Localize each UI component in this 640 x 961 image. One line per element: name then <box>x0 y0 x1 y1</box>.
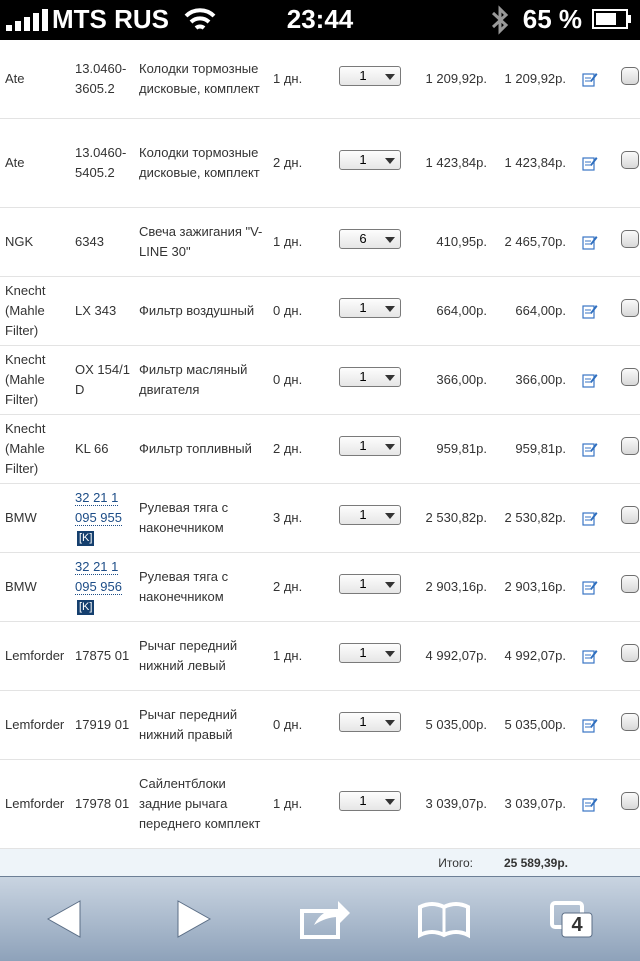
edit-note-icon[interactable] <box>582 796 598 812</box>
description-cell: Фильтр масляный двигателя <box>139 345 271 414</box>
chevron-down-icon <box>385 158 395 164</box>
select-cell <box>612 690 640 759</box>
price-cell: 959,81р. <box>411 414 491 483</box>
sum-cell: 2 903,16р. <box>491 552 568 621</box>
edit-note-icon[interactable] <box>582 510 598 526</box>
select-cell <box>612 207 640 276</box>
number-cell <box>75 414 139 483</box>
quantity-cell <box>339 40 411 118</box>
sum-cell: 664,00р. <box>491 276 568 345</box>
row-checkbox[interactable] <box>621 67 639 85</box>
delivery-days-cell: 3 дн. <box>271 483 339 552</box>
number-cell <box>75 207 139 276</box>
edit-cell <box>568 483 612 552</box>
back-icon[interactable] <box>36 895 96 943</box>
chevron-down-icon <box>385 651 395 657</box>
brand-cell: Knecht (Mahle Filter) <box>0 345 75 414</box>
table-row <box>0 414 640 483</box>
total-value: 25 589,39р. <box>491 848 568 876</box>
part-number: LX 343 <box>75 302 117 318</box>
table-row <box>0 759 640 848</box>
cross-ref-badge[interactable]: [K] <box>79 600 93 613</box>
brand-cell: Lemforder <box>0 621 75 690</box>
part-number-link[interactable]: 32 21 1 095 955 <box>75 489 122 525</box>
edit-cell <box>568 118 612 207</box>
quantity-select[interactable] <box>339 229 401 249</box>
select-cell <box>612 118 640 207</box>
total-row <box>0 848 640 876</box>
delivery-days-cell: 1 дн. <box>271 40 339 118</box>
number-cell <box>75 483 139 552</box>
price-cell: 664,00р. <box>411 276 491 345</box>
forward-icon[interactable] <box>162 895 222 943</box>
quantity-select[interactable] <box>339 436 401 456</box>
cross-ref-badge[interactable]: [K] <box>79 531 93 544</box>
edit-note-icon[interactable] <box>582 648 598 664</box>
number-cell <box>75 40 139 118</box>
table-row <box>0 621 640 690</box>
quantity-cell <box>339 690 411 759</box>
number-cell <box>75 690 139 759</box>
quantity-value: 1 <box>359 644 367 660</box>
clock: 23:44 <box>286 4 354 34</box>
price-cell: 2 530,82р. <box>411 483 491 552</box>
edit-cell <box>568 690 612 759</box>
part-number: 13.0460- 5405.2 <box>75 144 127 180</box>
chevron-down-icon <box>385 74 395 80</box>
select-cell <box>612 40 640 118</box>
safari-toolbar <box>0 876 640 961</box>
price-cell: 1 423,84р. <box>411 118 491 207</box>
price-cell: 1 209,92р. <box>411 40 491 118</box>
description-cell: Колодки тормозные дисковые, комплект <box>139 118 271 207</box>
chevron-down-icon <box>385 513 395 519</box>
row-checkbox[interactable] <box>621 644 639 662</box>
number-cell <box>75 345 139 414</box>
quantity-value: 1 <box>359 151 367 167</box>
quantity-cell <box>339 621 411 690</box>
quantity-cell <box>339 207 411 276</box>
edit-note-icon[interactable] <box>582 441 598 457</box>
row-checkbox[interactable] <box>621 151 639 169</box>
edit-note-icon[interactable] <box>582 155 598 171</box>
share-icon[interactable] <box>294 895 354 943</box>
part-number: 13.0460- 3605.2 <box>75 60 127 96</box>
number-cell <box>75 276 139 345</box>
brand-cell: Lemforder <box>0 759 75 848</box>
edit-cell <box>568 414 612 483</box>
sum-cell: 1 423,84р. <box>491 118 568 207</box>
quantity-cell <box>339 483 411 552</box>
chevron-down-icon <box>385 582 395 588</box>
quantity-select[interactable] <box>339 66 401 86</box>
part-number: OX 154/1 D <box>75 361 130 397</box>
brand-cell: Ate <box>0 40 75 118</box>
cart-table-area[interactable] <box>0 40 640 876</box>
quantity-cell <box>339 118 411 207</box>
description-cell: Колодки тормозные дисковые, комплект <box>139 40 271 118</box>
delivery-days-cell: 2 дн. <box>271 414 339 483</box>
sum-cell: 2 530,82р. <box>491 483 568 552</box>
edit-cell <box>568 40 612 118</box>
description-cell: Фильтр воздушный <box>139 276 271 345</box>
quantity-cell <box>339 276 411 345</box>
chevron-down-icon <box>385 375 395 381</box>
quantity-cell <box>339 759 411 848</box>
brand-cell: BMW <box>0 552 75 621</box>
table-row <box>0 345 640 414</box>
description-cell: Свеча зажигания "V-LINE 30" <box>139 207 271 276</box>
chevron-down-icon <box>385 237 395 243</box>
delivery-days-cell: 0 дн. <box>271 276 339 345</box>
chevron-down-icon <box>385 720 395 726</box>
description-cell: Рычаг передний нижний левый <box>139 621 271 690</box>
brand-cell: NGK <box>0 207 75 276</box>
number-cell <box>75 621 139 690</box>
sum-cell: 366,00р. <box>491 345 568 414</box>
quantity-value: 1 <box>359 575 367 591</box>
sum-cell: 3 039,07р. <box>491 759 568 848</box>
delivery-days-cell: 1 дн. <box>271 759 339 848</box>
chevron-down-icon <box>385 799 395 805</box>
description-cell: Рулевая тяга с наконечником <box>139 552 271 621</box>
sum-cell: 959,81р. <box>491 414 568 483</box>
price-cell: 3 039,07р. <box>411 759 491 848</box>
chevron-down-icon <box>385 306 395 312</box>
sum-cell: 4 992,07р. <box>491 621 568 690</box>
edit-cell <box>568 621 612 690</box>
row-checkbox[interactable] <box>621 713 639 731</box>
table-row <box>0 276 640 345</box>
bookmarks-icon[interactable] <box>414 895 474 943</box>
status-bar <box>0 0 640 40</box>
carrier-name: MTS RUS <box>52 4 169 34</box>
quantity-value: 1 <box>359 67 367 83</box>
chevron-down-icon <box>385 444 395 450</box>
delivery-days-cell: 2 дн. <box>271 118 339 207</box>
quantity-select[interactable] <box>339 367 401 387</box>
part-number: 17875 01 <box>75 647 130 663</box>
sum-cell: 2 465,70р. <box>491 207 568 276</box>
table-row <box>0 118 640 207</box>
row-checkbox[interactable] <box>621 575 639 593</box>
brand-cell: Knecht (Mahle Filter) <box>0 414 75 483</box>
description-cell: Фильтр топливный <box>139 414 271 483</box>
price-cell: 4 992,07р. <box>411 621 491 690</box>
delivery-days-cell: 2 дн. <box>271 552 339 621</box>
edit-cell <box>568 759 612 848</box>
delivery-days-cell: 0 дн. <box>271 345 339 414</box>
table-row <box>0 483 640 552</box>
quantity-select[interactable] <box>339 150 401 170</box>
quantity-value: 1 <box>359 506 367 522</box>
select-cell <box>612 621 640 690</box>
quantity-select[interactable] <box>339 643 401 663</box>
select-cell <box>612 552 640 621</box>
tabs-button[interactable] <box>546 895 606 943</box>
quantity-cell <box>339 345 411 414</box>
quantity-select[interactable] <box>339 574 401 594</box>
table-row <box>0 690 640 759</box>
edit-note-icon[interactable] <box>582 303 598 319</box>
row-checkbox[interactable] <box>621 368 639 386</box>
delivery-days-cell: 1 дн. <box>271 621 339 690</box>
row-checkbox[interactable] <box>621 506 639 524</box>
part-number: 6343 <box>75 233 104 249</box>
row-checkbox[interactable] <box>621 230 639 248</box>
description-cell: Рычаг передний нижний правый <box>139 690 271 759</box>
cart-table <box>0 40 640 876</box>
quantity-value: 1 <box>359 368 367 384</box>
quantity-value: 1 <box>359 713 367 729</box>
price-cell: 2 903,16р. <box>411 552 491 621</box>
quantity-value: 6 <box>359 230 367 246</box>
row-checkbox[interactable] <box>621 792 639 810</box>
table-row <box>0 40 640 118</box>
select-cell <box>612 759 640 848</box>
sum-cell: 1 209,92р. <box>491 40 568 118</box>
quantity-value: 1 <box>359 437 367 453</box>
total-label: Итого: <box>339 848 491 876</box>
edit-cell <box>568 345 612 414</box>
edit-cell <box>568 552 612 621</box>
edit-note-icon[interactable] <box>582 372 598 388</box>
part-number: KL 66 <box>75 440 109 456</box>
description-cell: Рулевая тяга с наконечником <box>139 483 271 552</box>
row-checkbox[interactable] <box>621 299 639 317</box>
part-number: 17978 01 <box>75 795 130 811</box>
row-checkbox[interactable] <box>621 437 639 455</box>
edit-note-icon[interactable] <box>582 71 598 87</box>
quantity-value: 1 <box>359 299 367 315</box>
quantity-select[interactable] <box>339 712 401 732</box>
quantity-cell <box>339 414 411 483</box>
part-number: 17919 01 <box>75 716 130 732</box>
price-cell: 5 035,00р. <box>411 690 491 759</box>
sum-cell: 5 035,00р. <box>491 690 568 759</box>
edit-note-icon[interactable] <box>582 234 598 250</box>
table-row <box>0 552 640 621</box>
quantity-select[interactable] <box>339 505 401 525</box>
delivery-days-cell: 1 дн. <box>271 207 339 276</box>
brand-cell: BMW <box>0 483 75 552</box>
delivery-days-cell: 0 дн. <box>271 690 339 759</box>
select-cell <box>612 483 640 552</box>
edit-cell <box>568 207 612 276</box>
brand-cell: Ate <box>0 118 75 207</box>
brand-cell: Lemforder <box>0 690 75 759</box>
edit-note-icon[interactable] <box>582 579 598 595</box>
battery-percent: 65 % <box>522 4 582 34</box>
number-cell <box>75 759 139 848</box>
table-row <box>0 207 640 276</box>
tabs-count: 4 <box>571 914 583 936</box>
edit-note-icon[interactable] <box>582 717 598 733</box>
edit-cell <box>568 276 612 345</box>
quantity-select[interactable] <box>339 298 401 318</box>
description-cell: Сайлентблоки задние рычага переднего комплект <box>139 759 271 848</box>
select-cell <box>612 414 640 483</box>
quantity-value: 1 <box>359 792 367 808</box>
number-cell <box>75 118 139 207</box>
select-cell <box>612 345 640 414</box>
select-cell <box>612 276 640 345</box>
price-cell: 410,95р. <box>411 207 491 276</box>
brand-cell: Knecht (Mahle Filter) <box>0 276 75 345</box>
quantity-select[interactable] <box>339 791 401 811</box>
battery-icon <box>592 9 632 29</box>
bluetooth-icon <box>490 5 510 35</box>
part-number-link[interactable]: 32 21 1 095 956 <box>75 558 122 594</box>
price-cell: 366,00р. <box>411 345 491 414</box>
number-cell <box>75 552 139 621</box>
quantity-cell <box>339 552 411 621</box>
